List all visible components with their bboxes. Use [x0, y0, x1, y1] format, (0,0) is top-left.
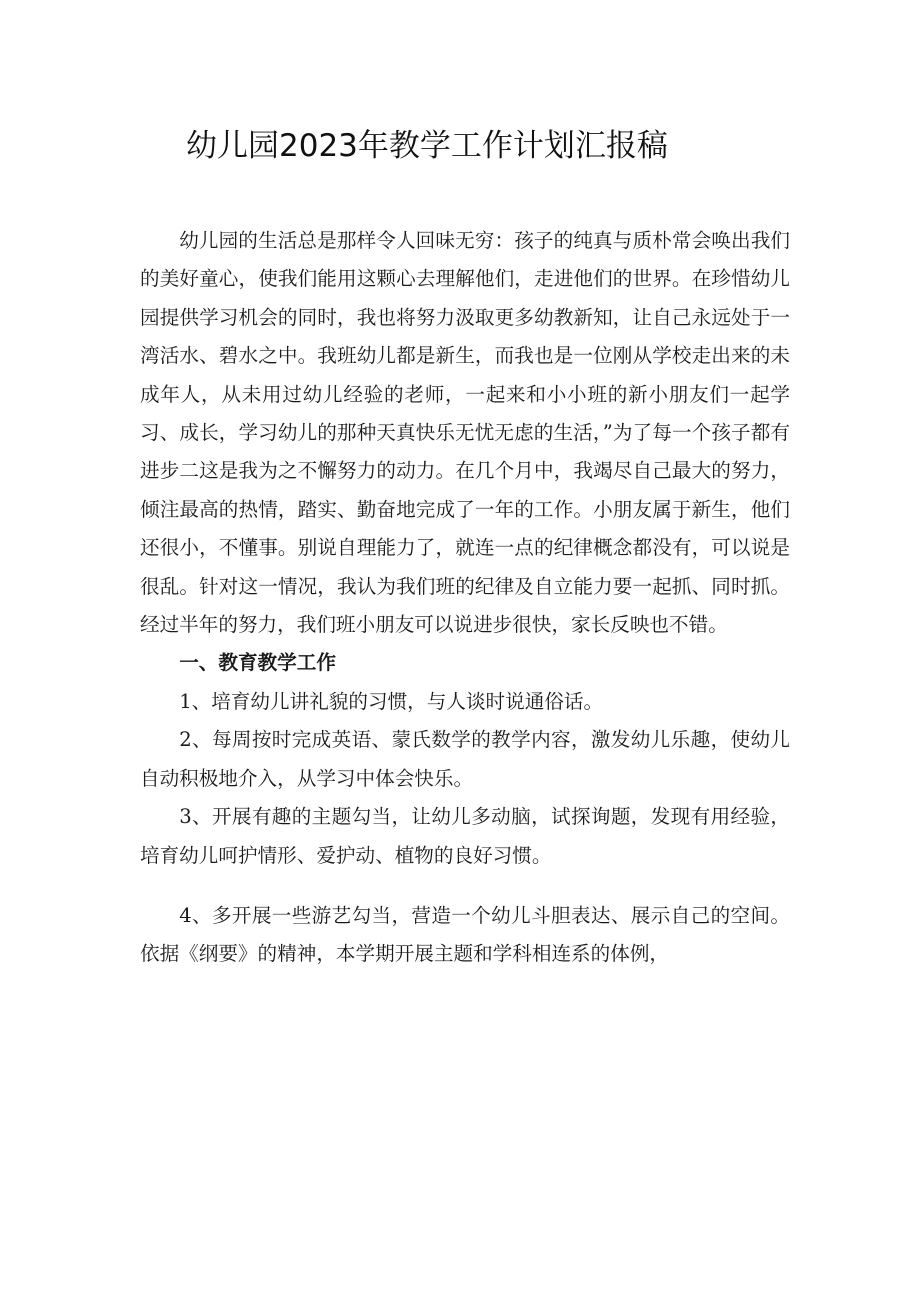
- section-heading: 一、教育教学工作: [179, 651, 336, 675]
- list-item-3: 3、开展有趣的主题勾当，让幼儿多动脑，试探询题，发现有用经验，培育幼儿呵护情形、爱护动、植物的良好习惯。: [140, 805, 790, 867]
- intro-paragraph: 幼儿园的生活总是那样令人回味无穷：孩子的纯真与质朴常会唤出我们的美好童心，使我们能用这颗心去理解他们，走进他们的世界。在珍惜幼儿园提供学习机会的同时，我也将努力汲取更多幼教新知，让自己永远处于一湾活水、碧水之中。我班幼儿都是新生，而我也是一位刚从学校走出来的未成年人，从未用过幼儿经验的老师，一起来和小小班的新小朋友们一起学习、成长，学习幼儿的那种天真快乐无忧无虑的生活，”为了每一个孩子都有进步二这是我为之不懈努力的动力。在几个月中，我竭尽自己最大的努力，倾注最高的热情，踏实、勤奋地完成了一年的工作。小朋友属于新生，他们还很小，不懂事。别说自理能力了，就连一点的纪律概念都没有，可以说是很乱。针对这一情况，我认为我们班的纪律及自立能力要一起抓、同时抓。经过半年的努力，我们班小朋友可以说进步很快，家长反映也不错。: [140, 229, 790, 637]
- document-title: 幼儿园2023年教学工作计划汇报稿: [186, 128, 668, 164]
- list-item-1: 1、培育幼儿讲礼貌的习惯，与人谈时说通俗话。: [179, 689, 604, 713]
- list-item-4: 4、多开展一些游艺勾当，营造一个幼儿斗胆表达、展示自己的空间。依据《纲要》的精神，本学期开展主题和学科相连系的体例，: [140, 903, 790, 966]
- list-item-2: 2、每周按时完成英语、蒙氏数学的教学内容，激发幼儿乐趣，使幼儿自动积极地介入，从学习中体会快乐。: [140, 728, 790, 790]
- document-body: [140, 222, 790, 974]
